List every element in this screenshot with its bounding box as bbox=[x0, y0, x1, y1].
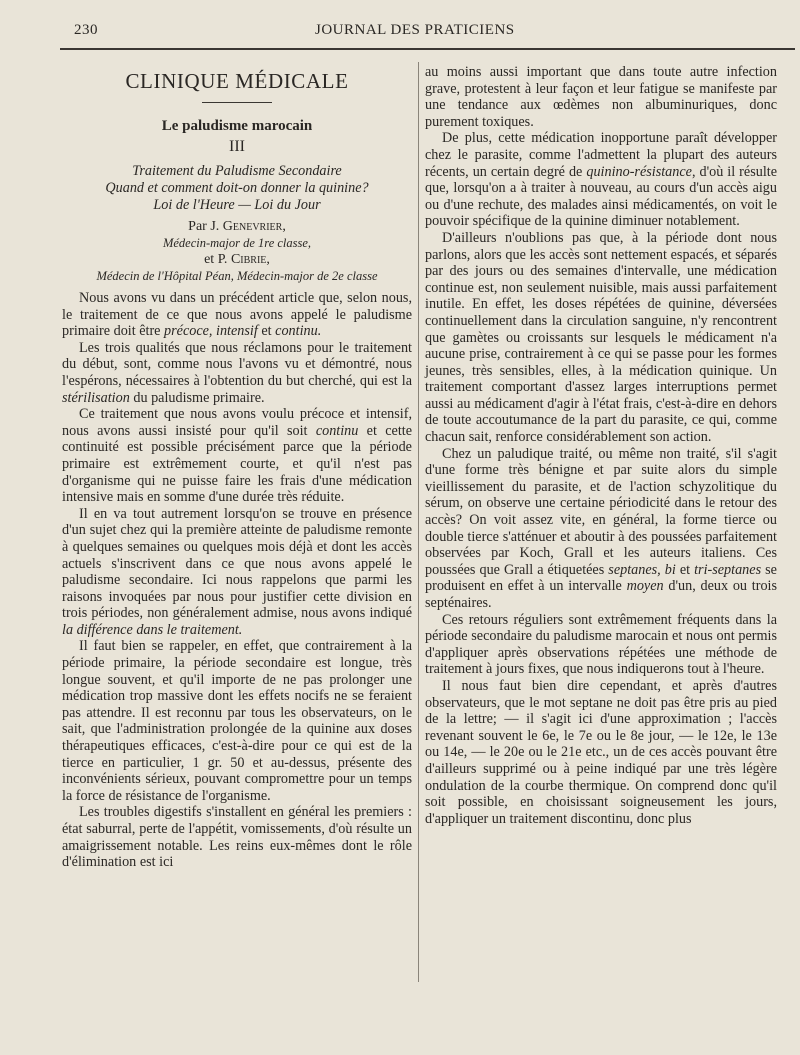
section-title: CLINIQUE MÉDICALE bbox=[125, 69, 349, 93]
paragraph: Chez un paludique traité, ou même non traité, s'il s'agit d'une forme très bénigne et par suite alors du simple vieillissement du parasite, et de l'action schyzolitique du sérum, on observe une certaine périodicité dans le retour des accès? On voit assez vite, en général, la forme tierce ou double tierce s'atténuer et aboutir à des poussées parfaitement observées par Koch, Grall et les auteurs italiens. Ces poussées que Grall a étiquetées septanes, bi et tri-septanes se produisent en effet à un intervalle moyen d'un, deux ou trois septénaires. bbox=[425, 445, 778, 611]
author-1: Par J. Genevrier, bbox=[188, 219, 286, 234]
author-2: et P. Cibrie, bbox=[204, 252, 270, 267]
subtitle-2: Quand et comment doit-on donner la quinine? bbox=[105, 180, 369, 196]
paragraph: De plus, cette médication inopportune paraît développer chez le parasite, comme l'admettent la plupart des auteurs récents, un certain degré de quinino-résistance, d'où il résulte que, lorsqu'on a à traiter à nouveau, au cours d'un accès aigu ou d'une rechute, des malades ainsi médicamentés, on voit le pouvoir spécifique de la quinine diminuer notablement. bbox=[425, 130, 777, 230]
header-rule bbox=[60, 48, 795, 50]
running-head bbox=[60, 22, 790, 42]
column-divider bbox=[418, 62, 419, 982]
author-1-role: Médecin-major de 1re classe, bbox=[162, 236, 312, 250]
paragraph: Les troubles digestifs s'installent en général les premiers : état saburral, perte de l'appétit, vomissements, d'où résulte un amaigrissement notable. Les reins eux-mêmes dont le rôle d'élimination est ici bbox=[62, 804, 412, 871]
paragraph: Il nous faut bien dire cependant, et après d'autres observateurs, que le mot septane ne doit pas être pris au pied de la lettre; — il s'agit ici d'une approximation ; l'accès revenant souvent le 6e, le 7e ou le 8e jour, — le 12e, le 13e ou 14e, — le 20e ou le 21e etc., un de ces accès pouvant être d'ailleurs supprimé ou à peine indiqué par une très légère ondulation de la courbe thermique. On comprend donc qu'il soit possible, en choisissant soigneusement les jours, d'appliquer un traitement discontinu, donc plus bbox=[425, 677, 777, 827]
subtitle-3: Loi de l'Heure — Loi du Jour bbox=[153, 197, 321, 213]
paragraph: Les trois qualités que nous réclamons pour le traitement du début, sont, comme nous l'avons vu et démontré, nous l'espérons, nécessaires à l'obtention du but cherché, qui est la stérilisation du paludisme primaire. bbox=[62, 339, 412, 406]
title-rule bbox=[202, 102, 272, 103]
paragraph: Il en va tout autrement lorsqu'on se trouve en présence d'un sujet chez qui la première atteinte de paludisme remonte à quelques semaines ou quelques mois déjà et dont les accès actuels s'inscrivent dans ce que nous avons appelé le paludisme secondaire. Ici nous rappelons que parmi les raisons invoquées par nous pour justifier cette division en trois périodes, non généralement admise, nous avons indiqué la différence dans le traitement. bbox=[62, 505, 412, 638]
subtitle-1: Traitement du Paludisme Secondaire bbox=[132, 163, 342, 179]
paragraph: D'ailleurs n'oublions pas que, à la période dont nous parlons, alors que les accès sont nettement espacés, et séparés par des jours ou des semaines d'intervalle, une médication continue est, non seulement nuisible, mais aussi parfaitement inutile. En effet, les doses répétées de quinine, déversées continuellement dans la circulation sanguine, n'y rencontrent que gamètes ou croissants sur lesquels le médicament n'a aucune prise, contrairement à ce qui se passe pour les formes jeunes, très sensibles, elles, à la médication quinique. Un traitement comportant d'assez larges interruptions permet aussi au médicament d'agir à l'état frais, c'est-à-dire en dehors de toute accoutumance de la part du parasite, ce qui, comme chacun sait, renforce considérablement son action. bbox=[425, 229, 777, 446]
paragraph: Ce traitement que nous avons voulu précoce et intensif, nous avons aussi insisté pour qu'il soit continu et cette continuité est possible précisément parce que la période primaire est extrêmement courte, et qu'il n'est pas d'organisme qui ne puisse faire les frais d'une médication intensive mais en somme d'une durée très réduite. bbox=[62, 406, 412, 506]
page-number: 230 bbox=[74, 22, 98, 38]
left-column bbox=[62, 62, 412, 871]
paragraph: Ces retours réguliers sont extrêmement fréquents dans la période secondaire du paludisme marocain et nous ont permis d'appliquer après observations répétées une méthode de traitement à jours fixes, que nous indiquerons tout à l'heure. bbox=[425, 611, 777, 678]
paragraph: au moins aussi important que dans toute autre infection grave, protestent à leur façon et leur fatigue se manifeste par une tendance aux œdèmes non albuminuriques, donc purement toxiques. bbox=[425, 64, 777, 130]
paragraph: Il faut bien se rappeler, en effet, que contrairement à la période primaire, la période secondaire est longue, très longue souvent, et qu'il importe de ne pas prolonger une médication trop massive dont les effets nocifs ne se feraient pas attendre. Il est reconnu par tous les observateurs, on le sait, que l'administration prolongée de la quinine aux doses thérapeutiques efficaces, c'est-à-dire pour ce qui est de la tierce en particulier, 1 gr. 50 et au-dessus, présente des inconvénients sérieux, pouvant compromettre pour un temps la force de résistance de l'organisme. bbox=[62, 638, 412, 804]
author-2-role: Médecin de l'Hôpital Péan, Médecin-major de 2e classe bbox=[96, 269, 378, 283]
article-title: Le paludisme marocain bbox=[161, 118, 313, 134]
right-column bbox=[425, 64, 777, 827]
journal-title: JOURNAL DES PRATICIENS bbox=[315, 22, 515, 38]
paragraph: Nous avons vu dans un précédent article que, selon nous, le traitement de ce que nous avons appelé le paludisme primaire doit être précoce, intensif et continu. bbox=[62, 290, 412, 340]
article-part: III bbox=[229, 138, 245, 155]
